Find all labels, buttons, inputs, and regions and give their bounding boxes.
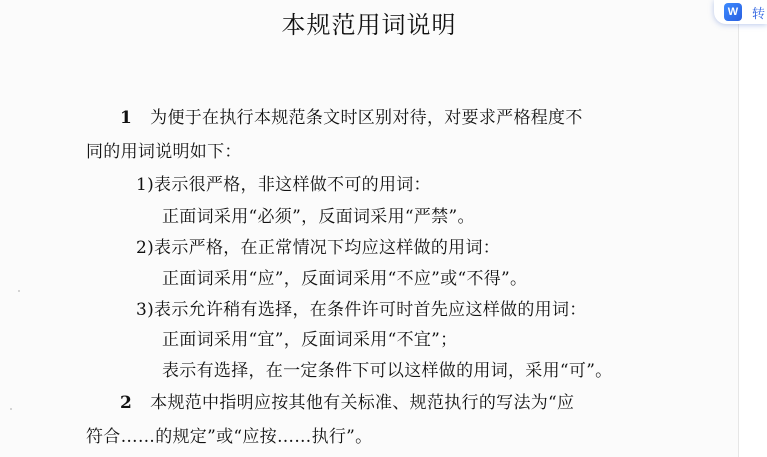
item-3-heading: 3)表示允许稍有选择，在条件许可时首先应这样做的用词：: [136, 300, 587, 320]
scan-speck: [10, 408, 12, 410]
section-2-text-a: 本规范中指明应按其他有关标准、规范执行的写法为“应: [150, 393, 575, 413]
item-3-extra: 表示有选择，在一定条件下可以这样做的用词，采用“可”。: [162, 361, 613, 381]
section-1-text-a: 为便于在执行本规范条文时区别对待，对要求严格程度不: [150, 108, 583, 128]
scan-speck: [18, 290, 20, 292]
word-translate-icon: W: [724, 3, 742, 21]
section-2-number: 2: [120, 393, 133, 413]
page-title: 本规范用词说明: [281, 11, 457, 39]
section-1-line-2: 同的用词说明如下：: [86, 142, 242, 162]
right-gutter: [738, 0, 767, 457]
section-2-line-2: 符合……的规定”或“应按……执行”。: [86, 427, 373, 447]
translate-widget-label: 转: [752, 5, 766, 21]
section-1-number: 1: [120, 108, 133, 128]
section-1-line-1: [120, 103, 583, 128]
item-2-heading: 2)表示严格，在正常情况下均应这样做的用词：: [136, 238, 501, 258]
translate-widget-button[interactable]: [714, 0, 767, 24]
item-2-detail: 正面词采用“应”，反面词采用“不应”或“不得”。: [162, 269, 528, 289]
item-1-detail: 正面词采用“必须”，反面词采用“严禁”。: [162, 207, 475, 227]
section-2-line-1: [120, 388, 574, 413]
item-3-detail: 正面词采用“宜”，反面词采用“不宜”；: [162, 330, 458, 350]
item-1-heading: 1)表示很严格，非这样做不可的用词：: [136, 175, 431, 195]
